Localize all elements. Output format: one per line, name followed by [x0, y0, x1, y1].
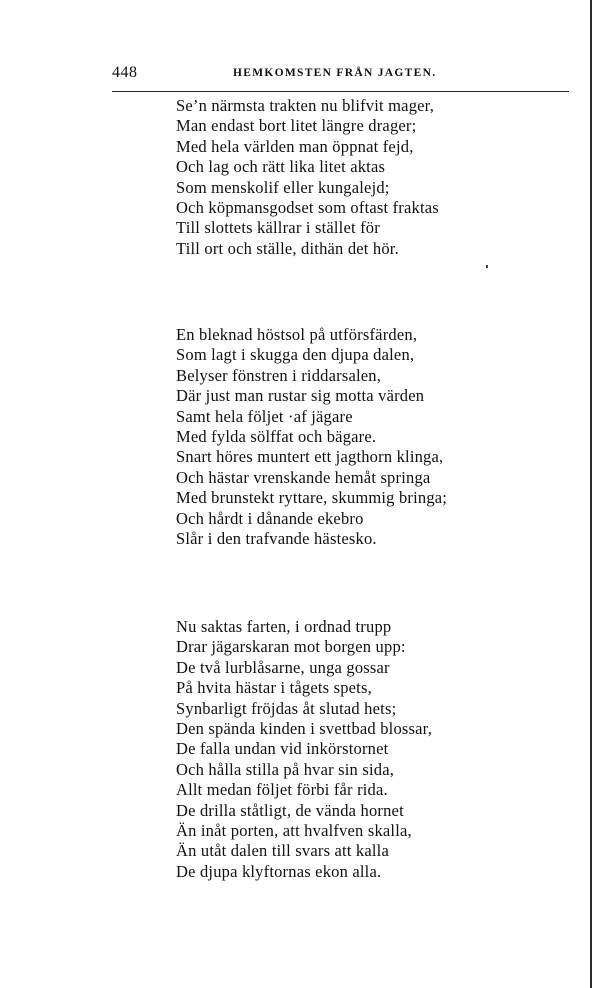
- verse-line: Med fylda sölffat och bägare.: [176, 427, 377, 447]
- verse-line: Och köpmansgodset som oftast fraktas: [176, 198, 439, 218]
- verse-line: Och hårdt i dånande ekebro: [176, 508, 364, 528]
- verse-line: Än inåt porten, att hvalfven skalla,: [176, 821, 412, 841]
- stanza-3: [176, 617, 432, 882]
- verse-line: Snart höres muntert ett jagthorn klinga,: [176, 447, 444, 467]
- verse-line: Den spända kinden i svettbad blossar,: [176, 719, 433, 739]
- verse-line: Och hålla stilla på hvar sin sida,: [176, 759, 395, 779]
- verse-line: Se’n närmsta trakten nu blifvit mager,: [176, 96, 435, 115]
- verse-line: Synbarligt fröjdas åt slutad hets;: [176, 698, 397, 718]
- verse-line: Än utåt dalen till svars att kalla: [176, 841, 389, 861]
- verse-line: Till slottets källrar i stället för: [176, 218, 380, 238]
- verse-line: Där just man rustar sig motta värden: [176, 386, 425, 406]
- verse-line: De drilla ståtligt, de vända hornet: [176, 800, 404, 820]
- verse-line: De falla undan vid inkörstornet: [176, 739, 389, 759]
- verse-line: Samt hela följet ·af jägare: [176, 406, 353, 426]
- verse-line: En bleknad höstsol på utförsfärden,: [176, 325, 418, 344]
- verse-line: Man endast bort litet längre drager;: [176, 116, 417, 136]
- verse-line: De två lurblåsarne, unga gossar: [176, 657, 390, 677]
- stanza-1: [176, 96, 439, 259]
- verse-line: Drar jägarskaran mot borgen upp:: [176, 637, 406, 657]
- verse-line: Och lag och rätt lika litet aktas: [176, 157, 386, 177]
- verse-line: De djupa klyftornas ekon alla.: [176, 861, 382, 881]
- page-number: 448: [112, 64, 138, 81]
- verse-line: Till ort och ställe, dithän det hör.: [176, 238, 399, 258]
- verse-line: Allt medan följet förbi får rida.: [176, 780, 388, 800]
- verse-line: Med hela världen man öppnat fejd,: [176, 136, 414, 156]
- print-speck: [486, 265, 488, 268]
- verse-line: Belyser fönstren i riddarsalen,: [176, 365, 382, 385]
- verse-line: Som menskolif eller kungalejd;: [176, 177, 390, 197]
- running-title: HEMKOMSTEN FRÅN JAGTEN.: [233, 67, 437, 79]
- verse-line: Med brunstekt ryttare, skummig bringa;: [176, 488, 448, 508]
- verse-line: Som lagt i skugga den djupa dalen,: [176, 345, 415, 365]
- stanza-2: [176, 325, 447, 549]
- verse-line: Slår i den trafvande hästesko.: [176, 529, 377, 549]
- header-rule: [112, 91, 569, 92]
- verse-line: På hvita hästar i tågets spets,: [176, 678, 372, 698]
- verse-line: Nu saktas farten, i ordnad trupp: [176, 617, 392, 636]
- page-edge-line: [590, 0, 592, 988]
- verse-line: Och hästar vrenskande hemåt springa: [176, 467, 431, 487]
